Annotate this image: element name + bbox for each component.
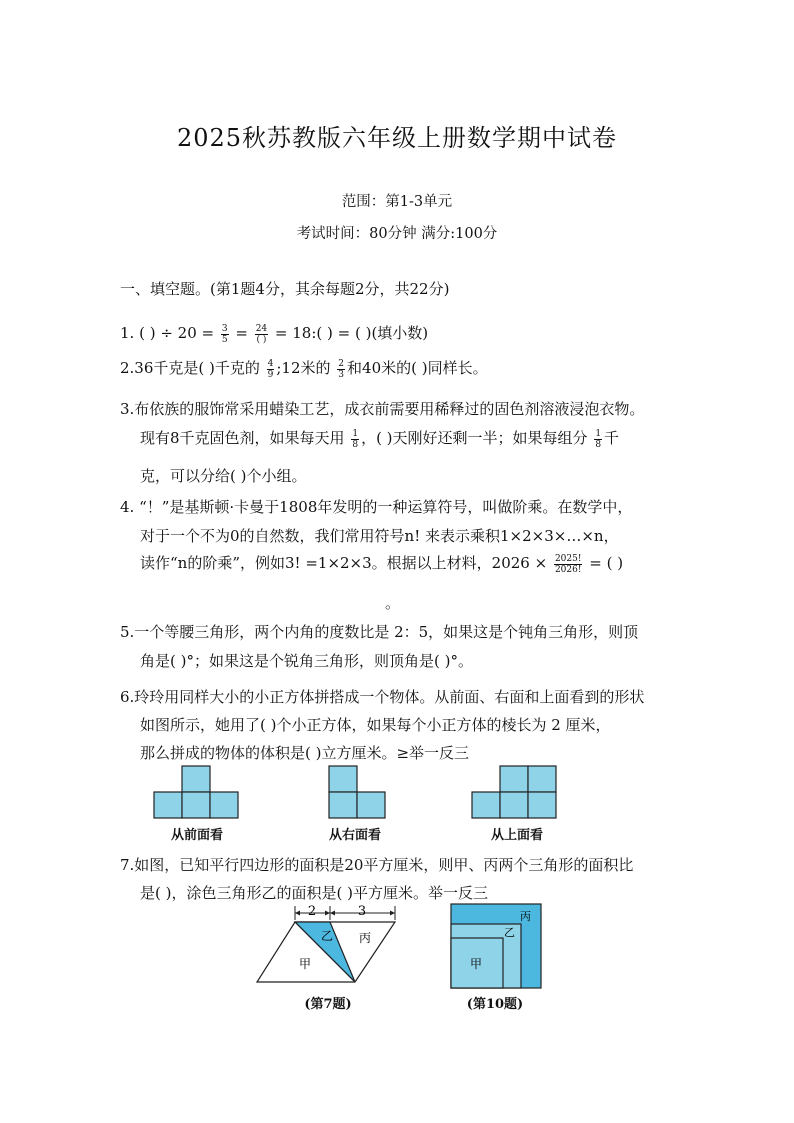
fraction: $\frac{1}{8}$: [352, 428, 359, 450]
right-view-caption: 从右面看: [328, 828, 381, 843]
exam-range: 范围：第1-3单元: [341, 194, 453, 210]
question-6-line-2: 如图所示，她用了( )个小正方体，如果每个小正方体的棱长为 2 厘米，: [140, 716, 611, 734]
question-4-line-1: 4. “！”是基斯顿·卡曼于1808年发明的一种运算符号，叫做阶乘。在数学中，: [120, 498, 633, 516]
question-5-line-1: 5.一个等腰三角形，两个内角的度数比是 2：5，如果这是个钝角三角形，则顶: [120, 623, 639, 641]
fraction: $\frac{2}{3}$: [338, 358, 345, 380]
question-6-line-3: 那么拼成的物体的体积是( )立方厘米。≥举一反三: [140, 744, 470, 762]
page-title: 2025秋苏教版六年级上册数学期中试卷: [176, 124, 618, 152]
question-7-line-2: 是( )，涂色三角形乙的面积是( )平方厘米。举一反三: [140, 884, 488, 902]
question-7-line-1: 7.如图，已知平行四边形的面积是20平方厘米，则甲、丙两个三角形的面积比: [120, 856, 634, 874]
question-5-line-2: 角是( )°；如果这是个锐角三角形，则顶角是( )°。: [140, 652, 473, 670]
label-bing-10: 丙: [520, 910, 531, 923]
label-jia-10: 甲: [470, 957, 483, 971]
question-10-figure: [448, 902, 548, 990]
question-6-line-1: 6.玲玲用同样大小的小正方体拼搭成一个物体。从前面、右面和上面看到的形状: [120, 688, 645, 706]
question-2: 2.36千克是( )千克的 $\frac{4}{9}$ ;12米的 $\frac{2}{3}$ 和40米的( )同样长。: [120, 358, 488, 380]
dimension-3-label: 3: [357, 904, 367, 919]
label-bing: 丙: [359, 931, 372, 945]
label-yi-10: 乙: [504, 926, 515, 939]
label-yi: 乙: [321, 929, 334, 943]
figure-7-caption: (第7题): [304, 997, 352, 1012]
front-view-caption: 从前面看: [170, 828, 223, 843]
dimension-2-label: 2: [307, 904, 317, 919]
fraction: $\frac{1}{8}$: [595, 428, 602, 450]
question-3-line-2: 现有8千克固色剂，如果每天用 $\frac{1}{8}$ ，( )天刚好还剩一半；如果每组分 $\frac{1}{8}$ 千: [140, 428, 620, 450]
label-jia: 甲: [299, 957, 312, 971]
exam-time-score: 考试时间：80分钟 满分:100分: [296, 226, 498, 242]
question-4-line-4: 。: [385, 594, 401, 612]
fraction: $\frac{4}{9}$: [267, 358, 274, 380]
question-4-line-3: 读作“n的阶乘”，例如3! =1×2×3。根据以上材料，2026 × $\frac{2025!}{2026!}$ = ( ): [140, 553, 624, 575]
question-1: 1. ( ) ÷ 20 = $\frac{3}{5}$ = $\frac{24}{( )}$ = 18:( ) = ( )(填小数): [120, 323, 429, 345]
top-view-caption: 从上面看: [490, 828, 543, 843]
fraction: $\frac{24}{( )}$: [255, 323, 268, 345]
fraction: $\frac{3}{5}$: [221, 323, 228, 345]
fraction: $\frac{2025!}{2026!}$: [554, 553, 582, 575]
front-view-figure: [150, 764, 250, 822]
section-heading: 一、填空题。(第1题4分，其余每题2分，共22分): [120, 280, 450, 298]
question-7-figure: [255, 902, 415, 987]
question-3-line-3: 克，可以分给( )个小组。: [140, 467, 307, 485]
question-4-line-2: 对于一个不为0的自然数，我们常用符号n! 来表示乘积1×2×3×…×n，: [140, 527, 619, 545]
top-view-figure: [468, 764, 568, 822]
figure-10-caption: (第10题): [466, 997, 524, 1012]
right-view-figure: [325, 764, 395, 822]
question-3-line-1: 3.布依族的服饰常采用蜡染工艺，成衣前需要用稀释过的固色剂溶液浸泡衣物。: [120, 400, 645, 418]
